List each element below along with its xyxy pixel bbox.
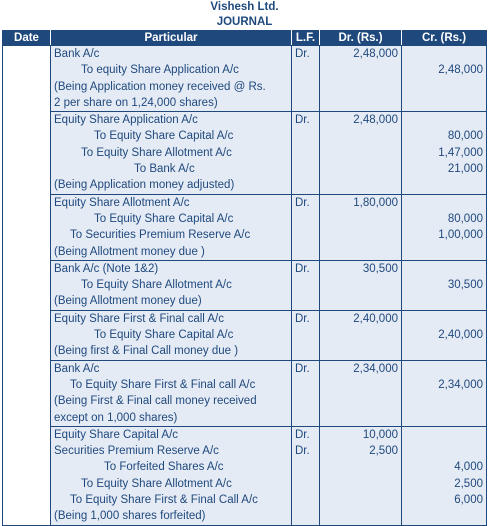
- header-row: [3, 31, 487, 46]
- date-cell: [3, 260, 51, 310]
- date-blank: [6, 376, 47, 392]
- date-cell: [3, 310, 51, 360]
- journal-table: [2, 30, 487, 526]
- header-date: Date: [3, 31, 51, 46]
- debit-marker: [295, 145, 316, 161]
- credit-amount: [405, 195, 483, 211]
- debit-cell: [320, 426, 402, 525]
- debit-amount: [323, 343, 398, 359]
- debit-marker: [295, 79, 316, 95]
- date-blank: [6, 310, 47, 326]
- debit-amount: [323, 476, 398, 492]
- particular-line: To equity Share Application A/c: [81, 64, 239, 77]
- debit-marker: Dr.: [295, 196, 310, 209]
- date-blank: [6, 177, 47, 193]
- debit-amount: 2,500: [369, 445, 398, 458]
- journal-entry: [3, 426, 487, 525]
- debit-marker: [295, 177, 316, 193]
- debit-marker: [295, 377, 316, 393]
- journal-entry: [3, 360, 487, 426]
- journal-entry: [3, 310, 487, 360]
- particular-line: (Being Application money adjusted): [54, 179, 235, 192]
- debit-cell: [320, 310, 402, 360]
- debit-marker: [295, 410, 316, 426]
- debit-marker: [295, 161, 316, 177]
- debit-marker: [295, 293, 316, 309]
- credit-cell: [402, 194, 487, 260]
- particular-line: (Being First & Final call money received: [54, 395, 257, 408]
- date-blank: [6, 343, 47, 359]
- date-blank: [6, 360, 47, 376]
- credit-amount: 30,500: [447, 279, 483, 292]
- debit-marker: [295, 227, 316, 243]
- credit-amount: [405, 443, 483, 459]
- credit-amount: [405, 79, 483, 95]
- company-name: Vishesh Ltd.: [210, 1, 279, 13]
- particular-cell: [51, 360, 292, 426]
- particular-line: To Equity Share First & Final Call A/c: [70, 494, 258, 507]
- date-blank: [6, 227, 47, 243]
- particular-cell: [51, 260, 292, 310]
- particular-line: Equity Share Application A/c: [54, 114, 198, 127]
- credit-amount: [405, 311, 483, 327]
- date-blank: [6, 443, 47, 459]
- debit-marker: [295, 508, 316, 524]
- particular-line: Equity Share First & Final call A/c: [54, 312, 225, 325]
- particular-cell: [51, 112, 292, 194]
- debit-marker: Dr.: [295, 262, 310, 275]
- debit-amount: 2,34,000: [353, 362, 398, 375]
- date-blank: [6, 194, 47, 210]
- debit-amount: 2,48,000: [353, 114, 398, 127]
- particular-line: Bank A/c (Note 1&2): [54, 262, 159, 275]
- credit-amount: [405, 293, 483, 309]
- header-cr: Cr. (Rs.): [402, 31, 487, 46]
- date-blank: [6, 112, 47, 128]
- debit-cell: [320, 194, 402, 260]
- debit-amount: [323, 277, 398, 293]
- debit-amount: [323, 293, 398, 309]
- credit-cell: [402, 360, 487, 426]
- debit-amount: [323, 227, 398, 243]
- credit-cell: [402, 260, 487, 310]
- debit-amount: [323, 459, 398, 475]
- particular-line: To Securities Premium Reserve A/c: [70, 229, 251, 242]
- particular-line: (Being Application money received @ Rs.: [54, 80, 266, 93]
- debit-amount: [323, 377, 398, 393]
- debit-amount: [323, 393, 398, 409]
- particular-line: 2 per share on 1,24,000 shares): [54, 96, 218, 109]
- date-blank: [6, 210, 47, 226]
- debit-marker: [295, 62, 316, 78]
- particular-line: Equity Share Allotment A/c: [54, 196, 190, 209]
- debit-marker: [295, 393, 316, 409]
- credit-amount: [405, 46, 483, 62]
- journal-title: JOURNAL: [216, 16, 273, 28]
- date-blank: [6, 62, 47, 78]
- particular-line: Bank A/c: [54, 48, 100, 60]
- debit-cell: [320, 112, 402, 194]
- date-blank: [6, 95, 47, 111]
- debit-marker: Dr.: [295, 312, 310, 325]
- credit-amount: [405, 95, 483, 111]
- date-blank: [6, 426, 47, 442]
- particular-line: Securities Premium Reserve A/c: [54, 445, 219, 458]
- debit-amount: [323, 145, 398, 161]
- particular-line: Equity Share Capital A/c: [54, 428, 179, 441]
- date-blank: [6, 475, 47, 491]
- particular-line: except on 1,000 shares): [54, 411, 178, 424]
- particular-line: To Equity Share Allotment A/c: [81, 279, 232, 292]
- credit-amount: 21,000: [447, 163, 483, 176]
- debit-amount: [323, 410, 398, 426]
- credit-amount: [405, 244, 483, 260]
- debit-amount: [323, 244, 398, 260]
- date-cell: [3, 426, 51, 525]
- date-blank: [6, 161, 47, 177]
- date-cell: [3, 112, 51, 194]
- date-cell: [3, 360, 51, 426]
- credit-amount: [405, 361, 483, 377]
- credit-amount: 2,40,000: [438, 329, 483, 342]
- date-blank: [6, 293, 47, 309]
- credit-cell: [402, 310, 487, 360]
- header-lf: L.F.: [292, 31, 320, 46]
- particular-line: To Equity Share Capital A/c: [94, 329, 234, 342]
- date-blank: [6, 508, 47, 524]
- credit-amount: [405, 343, 483, 359]
- credit-amount: 2,48,000: [438, 64, 483, 77]
- date-blank: [6, 459, 47, 475]
- credit-amount: 80,000: [447, 130, 483, 143]
- particular-cell: [51, 310, 292, 360]
- credit-cell: [402, 112, 487, 194]
- debit-amount: [323, 95, 398, 111]
- debit-amount: [323, 161, 398, 177]
- date-blank: [6, 128, 47, 144]
- debit-marker: [295, 492, 316, 508]
- credit-amount: 2,500: [454, 477, 483, 490]
- debit-marker: [295, 476, 316, 492]
- debit-amount: [323, 327, 398, 343]
- credit-amount: [405, 410, 483, 426]
- debit-marker: Dr.: [295, 362, 310, 375]
- date-blank: [6, 327, 47, 343]
- debit-amount: [323, 79, 398, 95]
- particular-cell: [51, 194, 292, 260]
- journal-entry: [3, 46, 487, 112]
- date-blank: [6, 393, 47, 409]
- credit-cell: [402, 426, 487, 525]
- lf-cell: [292, 194, 320, 260]
- date-blank: [6, 409, 47, 425]
- journal-entry: [3, 112, 487, 194]
- debit-marker: Dr.: [295, 114, 310, 127]
- debit-amount: 30,500: [362, 262, 398, 275]
- debit-marker: [295, 327, 316, 343]
- journal-entry: [3, 194, 487, 260]
- debit-marker: Dr.: [295, 48, 310, 60]
- date-blank: [6, 46, 47, 62]
- particular-line: (Being 1,000 shares forfeited): [54, 510, 206, 523]
- lf-cell: [292, 310, 320, 360]
- debit-marker: [295, 95, 316, 111]
- date-blank: [6, 243, 47, 259]
- debit-amount: [323, 492, 398, 508]
- debit-cell: [320, 260, 402, 310]
- credit-amount: [405, 261, 483, 277]
- credit-amount: 1,00,000: [438, 229, 483, 242]
- header-dr: Dr. (Rs.): [320, 31, 402, 46]
- date-blank: [6, 79, 47, 95]
- debit-amount: 2,40,000: [353, 312, 398, 325]
- credit-amount: [405, 177, 483, 193]
- particular-line: To Equity Share Capital A/c: [94, 130, 234, 143]
- particular-line: To Equity Share First & Final call A/c: [70, 378, 256, 391]
- debit-amount: 2,48,000: [353, 48, 398, 60]
- lf-cell: [292, 46, 320, 112]
- date-blank: [6, 277, 47, 293]
- particular-cell: [51, 46, 292, 112]
- debit-amount: [323, 508, 398, 524]
- debit-amount: [323, 62, 398, 78]
- particular-line: To Equity Share Capital A/c: [94, 212, 234, 225]
- debit-cell: [320, 360, 402, 426]
- credit-amount: [405, 393, 483, 409]
- debit-marker: [295, 211, 316, 227]
- journal-entry: [3, 260, 487, 310]
- debit-marker: Dr.: [295, 445, 310, 458]
- particular-line: (Being Allotment money due ): [54, 245, 205, 258]
- particular-line: (Being first & Final Call money due ): [54, 345, 239, 358]
- particular-line: To Equity Share Allotment A/c: [81, 146, 232, 159]
- particular-line: To Bank A/c: [134, 163, 195, 176]
- credit-amount: 2,34,000: [438, 378, 483, 391]
- credit-amount: 1,47,000: [438, 146, 483, 159]
- debit-marker: [295, 128, 316, 144]
- debit-amount: 1,80,000: [353, 196, 398, 209]
- credit-amount: 6,000: [454, 494, 483, 507]
- date-blank: [6, 260, 47, 276]
- lf-cell: [292, 360, 320, 426]
- debit-marker: [295, 244, 316, 260]
- debit-amount: [323, 211, 398, 227]
- date-blank: [6, 144, 47, 160]
- debit-marker: [295, 343, 316, 359]
- credit-amount: [405, 427, 483, 443]
- credit-cell: [402, 46, 487, 112]
- date-cell: [3, 46, 51, 112]
- particular-line: To Forfeited Shares A/c: [104, 461, 224, 474]
- lf-cell: [292, 260, 320, 310]
- date-blank: [6, 492, 47, 508]
- debit-cell: [320, 46, 402, 112]
- particular-line: Bank A/c: [54, 362, 100, 375]
- particular-line: (Being Allotment money due): [54, 295, 202, 308]
- debit-marker: [295, 277, 316, 293]
- particular-cell: [51, 426, 292, 525]
- header-particular: Particular: [51, 31, 292, 46]
- date-cell: [3, 194, 51, 260]
- debit-marker: [295, 459, 316, 475]
- credit-amount: 80,000: [447, 212, 483, 225]
- credit-amount: [405, 112, 483, 128]
- debit-amount: [323, 128, 398, 144]
- lf-cell: [292, 112, 320, 194]
- debit-marker: Dr.: [295, 428, 310, 441]
- particular-line: To Equity Share Allotment A/c: [81, 477, 232, 490]
- lf-cell: [292, 426, 320, 525]
- debit-amount: 10,000: [362, 428, 398, 441]
- debit-amount: [323, 177, 398, 193]
- credit-amount: 4,000: [454, 461, 483, 474]
- credit-amount: [405, 508, 483, 524]
